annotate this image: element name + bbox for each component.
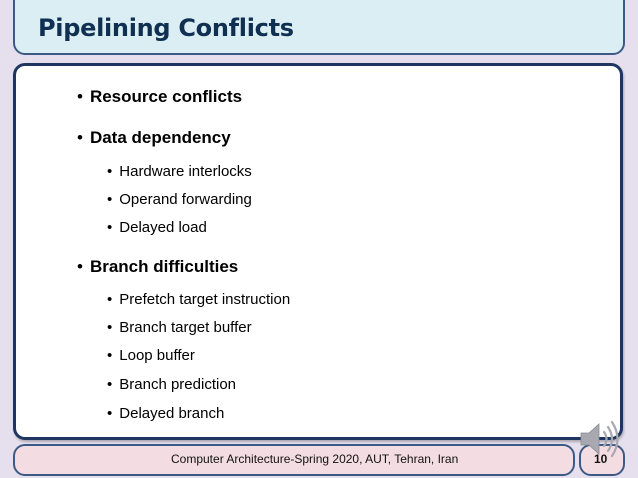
content-panel (13, 63, 623, 440)
bullet-text: Prefetch target instruction (119, 291, 291, 308)
bullet-text: Hardware interlocks (119, 163, 252, 180)
slide-title: Pipelining Conflicts (38, 14, 294, 42)
bullet-item (107, 319, 252, 336)
bullet-dot: • (107, 376, 113, 393)
bullet-dot: • (77, 87, 83, 106)
bullet-text: Operand forwarding (119, 191, 252, 208)
bullet-dot: • (107, 291, 113, 308)
bullet-text: Delayed load (119, 219, 207, 236)
bullet-text: Branch target buffer (119, 319, 252, 336)
bullet-dot: • (77, 257, 83, 276)
bullet-text: Branch prediction (119, 376, 236, 393)
bullet-dot: • (107, 163, 113, 180)
bullet-text: Delayed branch (119, 405, 225, 422)
page-number: 10 (594, 452, 608, 466)
bullet-dot: • (77, 128, 83, 147)
bullet-item (77, 87, 242, 107)
bullet-item (107, 291, 290, 308)
bullet-text: Data dependency (89, 128, 231, 147)
bullet-dot: • (107, 405, 113, 422)
bullet-item (107, 376, 236, 393)
bullet-item (107, 405, 224, 422)
bullet-dot: • (107, 319, 113, 336)
bullet-text: Resource conflicts (89, 87, 243, 106)
bullet-item (107, 163, 252, 180)
bullet-item (77, 257, 238, 277)
speaker-icon[interactable] (578, 416, 622, 462)
bullet-item (107, 347, 195, 364)
bullet-dot: • (107, 219, 113, 236)
bullet-dot: • (107, 347, 113, 364)
bullet-item (107, 191, 252, 208)
bullet-dot: • (107, 191, 113, 208)
bullet-text: Branch difficulties (89, 257, 239, 276)
bullet-item (107, 219, 207, 236)
bullet-item (77, 128, 231, 148)
bullet-text: Loop buffer (119, 347, 195, 364)
footer-text: Computer Architecture-Spring 2020, AUT, Tehran, Iran (171, 452, 459, 466)
